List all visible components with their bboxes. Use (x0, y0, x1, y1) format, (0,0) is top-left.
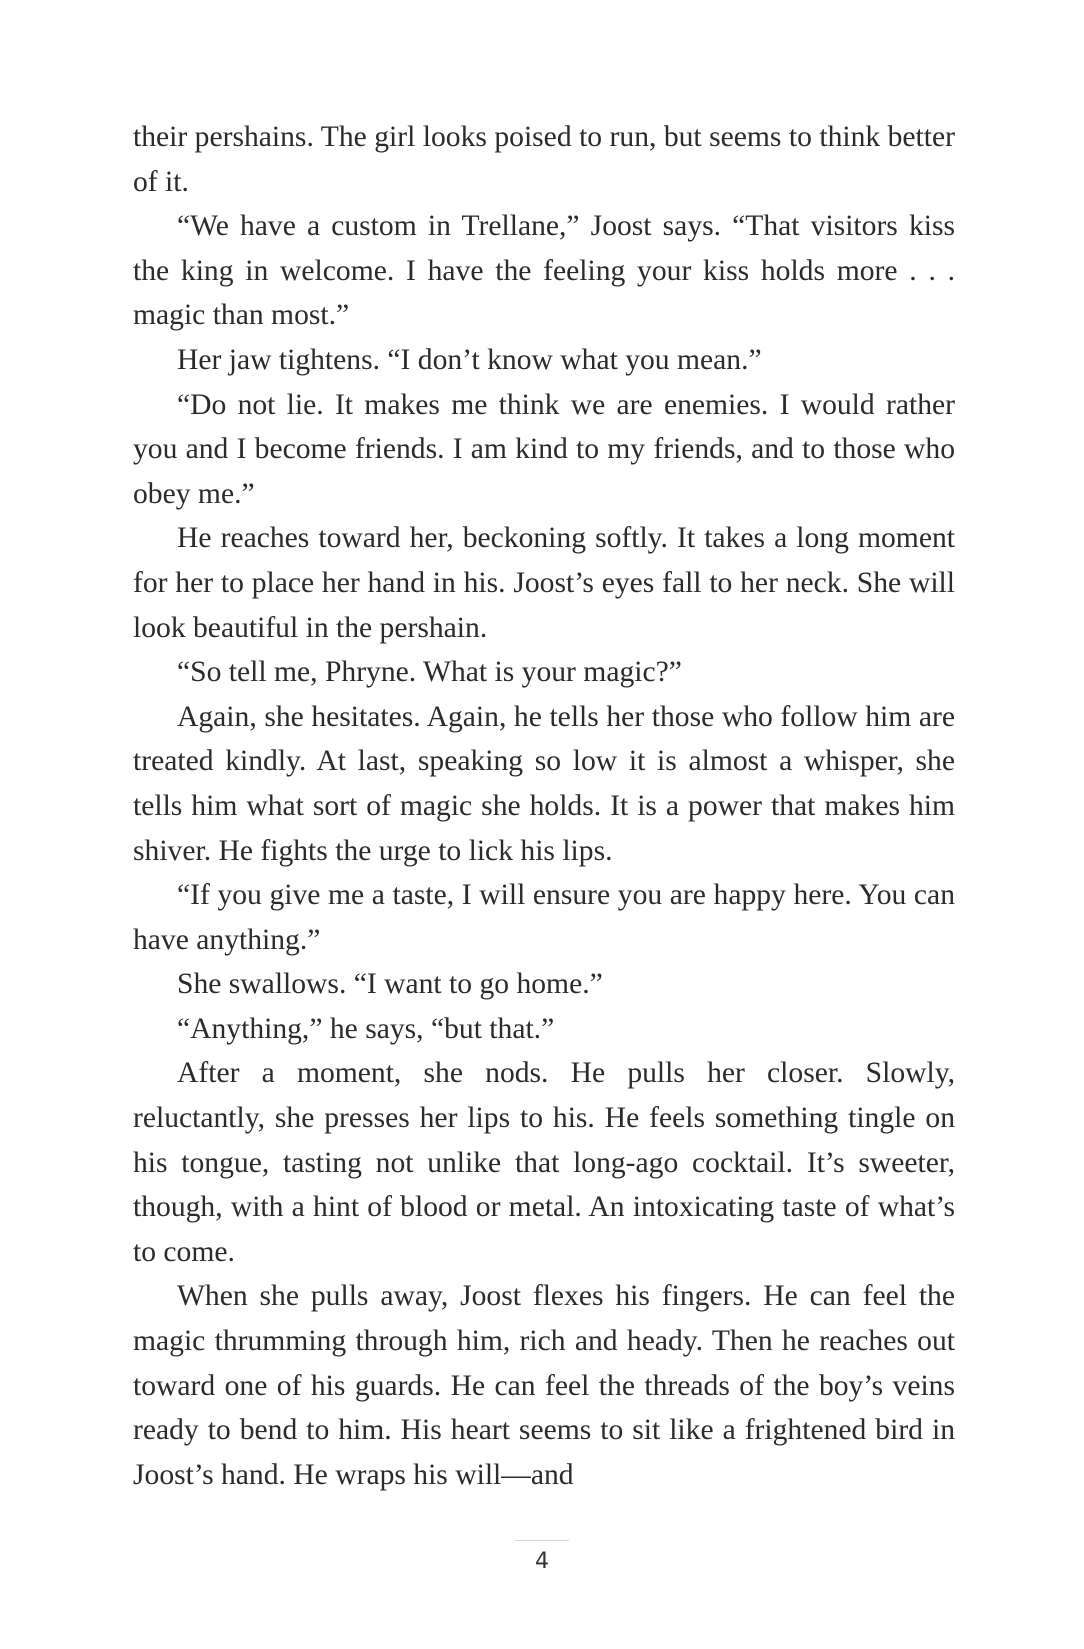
paragraph: Her jaw tightens. “I don’t know what you mean.” (177, 343, 762, 376)
paragraph: “So tell me, Phryne. What is your magic?” (177, 656, 682, 689)
paragraph: their pershains. The girl looks poised to run, but seems to think better of it. (133, 121, 955, 198)
footer-divider (515, 1540, 569, 1541)
paragraph: She swallows. “I want to go home.” (177, 968, 603, 1001)
page-number: 4 (535, 1549, 549, 1574)
paragraph: “Anything,” he says, “but that.” (177, 1012, 555, 1045)
paragraph: “We have a custom in Trellane,” Joost says. “That visitors kiss the king in welcome. I have the feeling your kiss holds more . . . magic than most.” (133, 210, 955, 332)
body-text (133, 115, 955, 1497)
paragraph: “If you give me a taste, I will ensure you are happy here. You can have anything.” (133, 879, 955, 956)
paragraph: After a moment, she nods. He pulls her closer. Slowly, reluctantly, she presses her lips to his. He feels something tingle on his tongue, tasting not unlike that long-ago cocktail. It’s sweeter, though, with a hint of blood or metal. An intoxicating taste of what’s to come. (133, 1057, 955, 1268)
paragraph: He reaches toward her, beckoning softly. It takes a long moment for her to place her hand in his. Joost’s eyes fall to her neck. She will look beautiful in the pershain. (133, 522, 955, 644)
paragraph: Again, she hesitates. Again, he tells her those who follow him are treated kindly. At last, speaking so low it is almost a whisper, she tells him what sort of magic she holds. It is a power that makes him shiver. He fights the urge to lick his lips. (133, 700, 955, 867)
paragraph: “Do not lie. It makes me think we are enemies. I would rather you and I become friends. I am kind to my friends, and to those who obey me.” (133, 388, 955, 510)
paragraph: When she pulls away, Joost flexes his fingers. He can feel the magic thrumming through him, rich and heady. Then he reaches out toward one of his guards. He can feel the threads of the boy’s veins ready to bend to him. His heart seems to sit like a frightened bird in Joost’s hand. He wraps his will—and (133, 1280, 955, 1491)
page-footer (0, 1540, 1084, 1574)
